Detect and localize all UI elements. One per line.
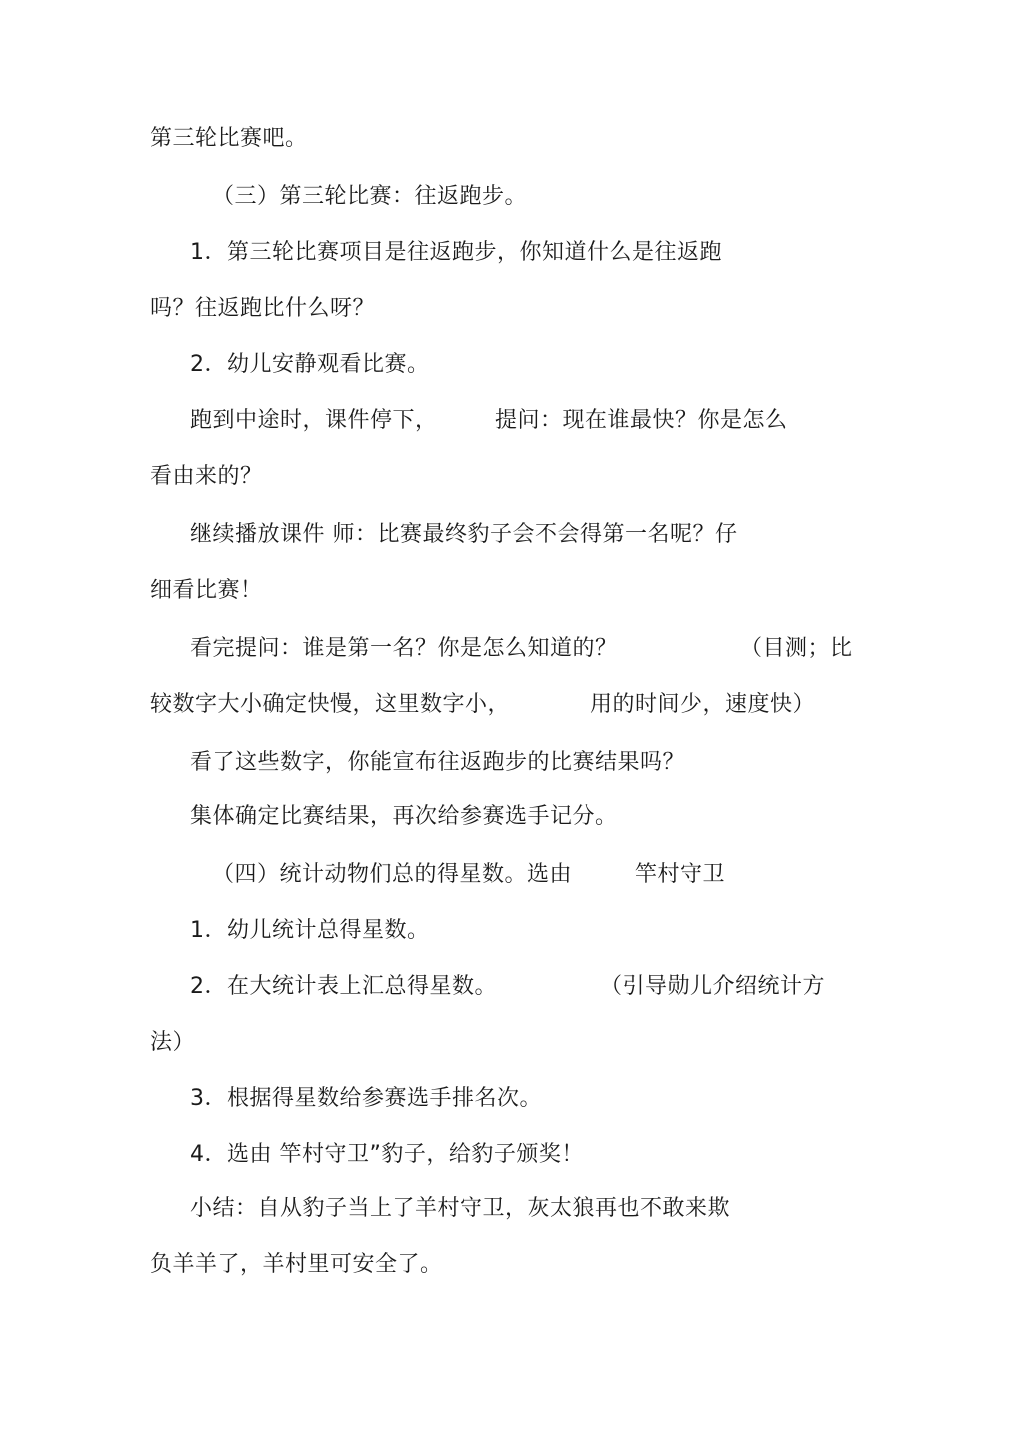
text-segment: 跑到中途时，课件停下， [190,408,438,433]
text-segment: （目测；比 [740,636,853,661]
text-line: 继续播放课件 师：比赛最终豹子会不会得第一名呢？仔 [190,522,738,547]
section-heading: （三）第三轮比赛：往返跑步。 [212,184,528,209]
text-line: 3．根据得星数给参赛选手排名次。 [190,1086,542,1111]
text-line: 小结：自从豹子当上了羊村守卫，灰太狼再也不敢来欺 [190,1196,731,1221]
text-segment: 竿村守卫 [635,862,726,887]
text-line: 4．选由 竿村守卫”豹子，给豹子颁奖！ [190,1142,584,1167]
text-segment: 2．在大统计表上汇总得星数。 [190,974,497,999]
text-line [190,972,850,1002]
text-line: 2．幼儿安静观看比赛。 [190,352,430,377]
text-line: 负羊羊了，羊村里可安全了。 [150,1252,443,1277]
text-line: 看由来的？ [150,464,263,489]
text-segment: （四）统计动物们总的得星数。选由 [212,862,573,887]
text-line: 1．幼儿统计总得星数。 [190,918,430,943]
text-line [150,690,850,720]
text-line: 第三轮比赛吧。 [150,126,308,151]
text-segment: 较数字大小确定快慢，这里数字小， [150,692,511,717]
text-line: 吗？往返跑比什么呀？ [150,296,376,321]
text-line [190,406,830,436]
text-line: 细看比赛！ [150,578,263,603]
text-line: 法） [150,1030,196,1055]
text-line: 集体确定比赛结果，再次给参赛选手记分。 [190,804,618,829]
text-segment: （引导勋儿介绍统计方 [600,974,826,999]
text-line: 看了这些数字，你能宣布往返跑步的比赛结果吗？ [190,750,686,775]
section-heading [212,860,752,890]
text-segment: 看完提问：谁是第一名？你是怎么知道的？ [190,636,618,661]
text-line [190,634,870,664]
text-segment: 用的时间少，速度快） [590,692,816,717]
text-line: 1．第三轮比赛项目是往返跑步，你知道什么是往返跑 [190,240,722,265]
text-segment: 提问：现在谁最快？你是怎么 [495,408,788,433]
